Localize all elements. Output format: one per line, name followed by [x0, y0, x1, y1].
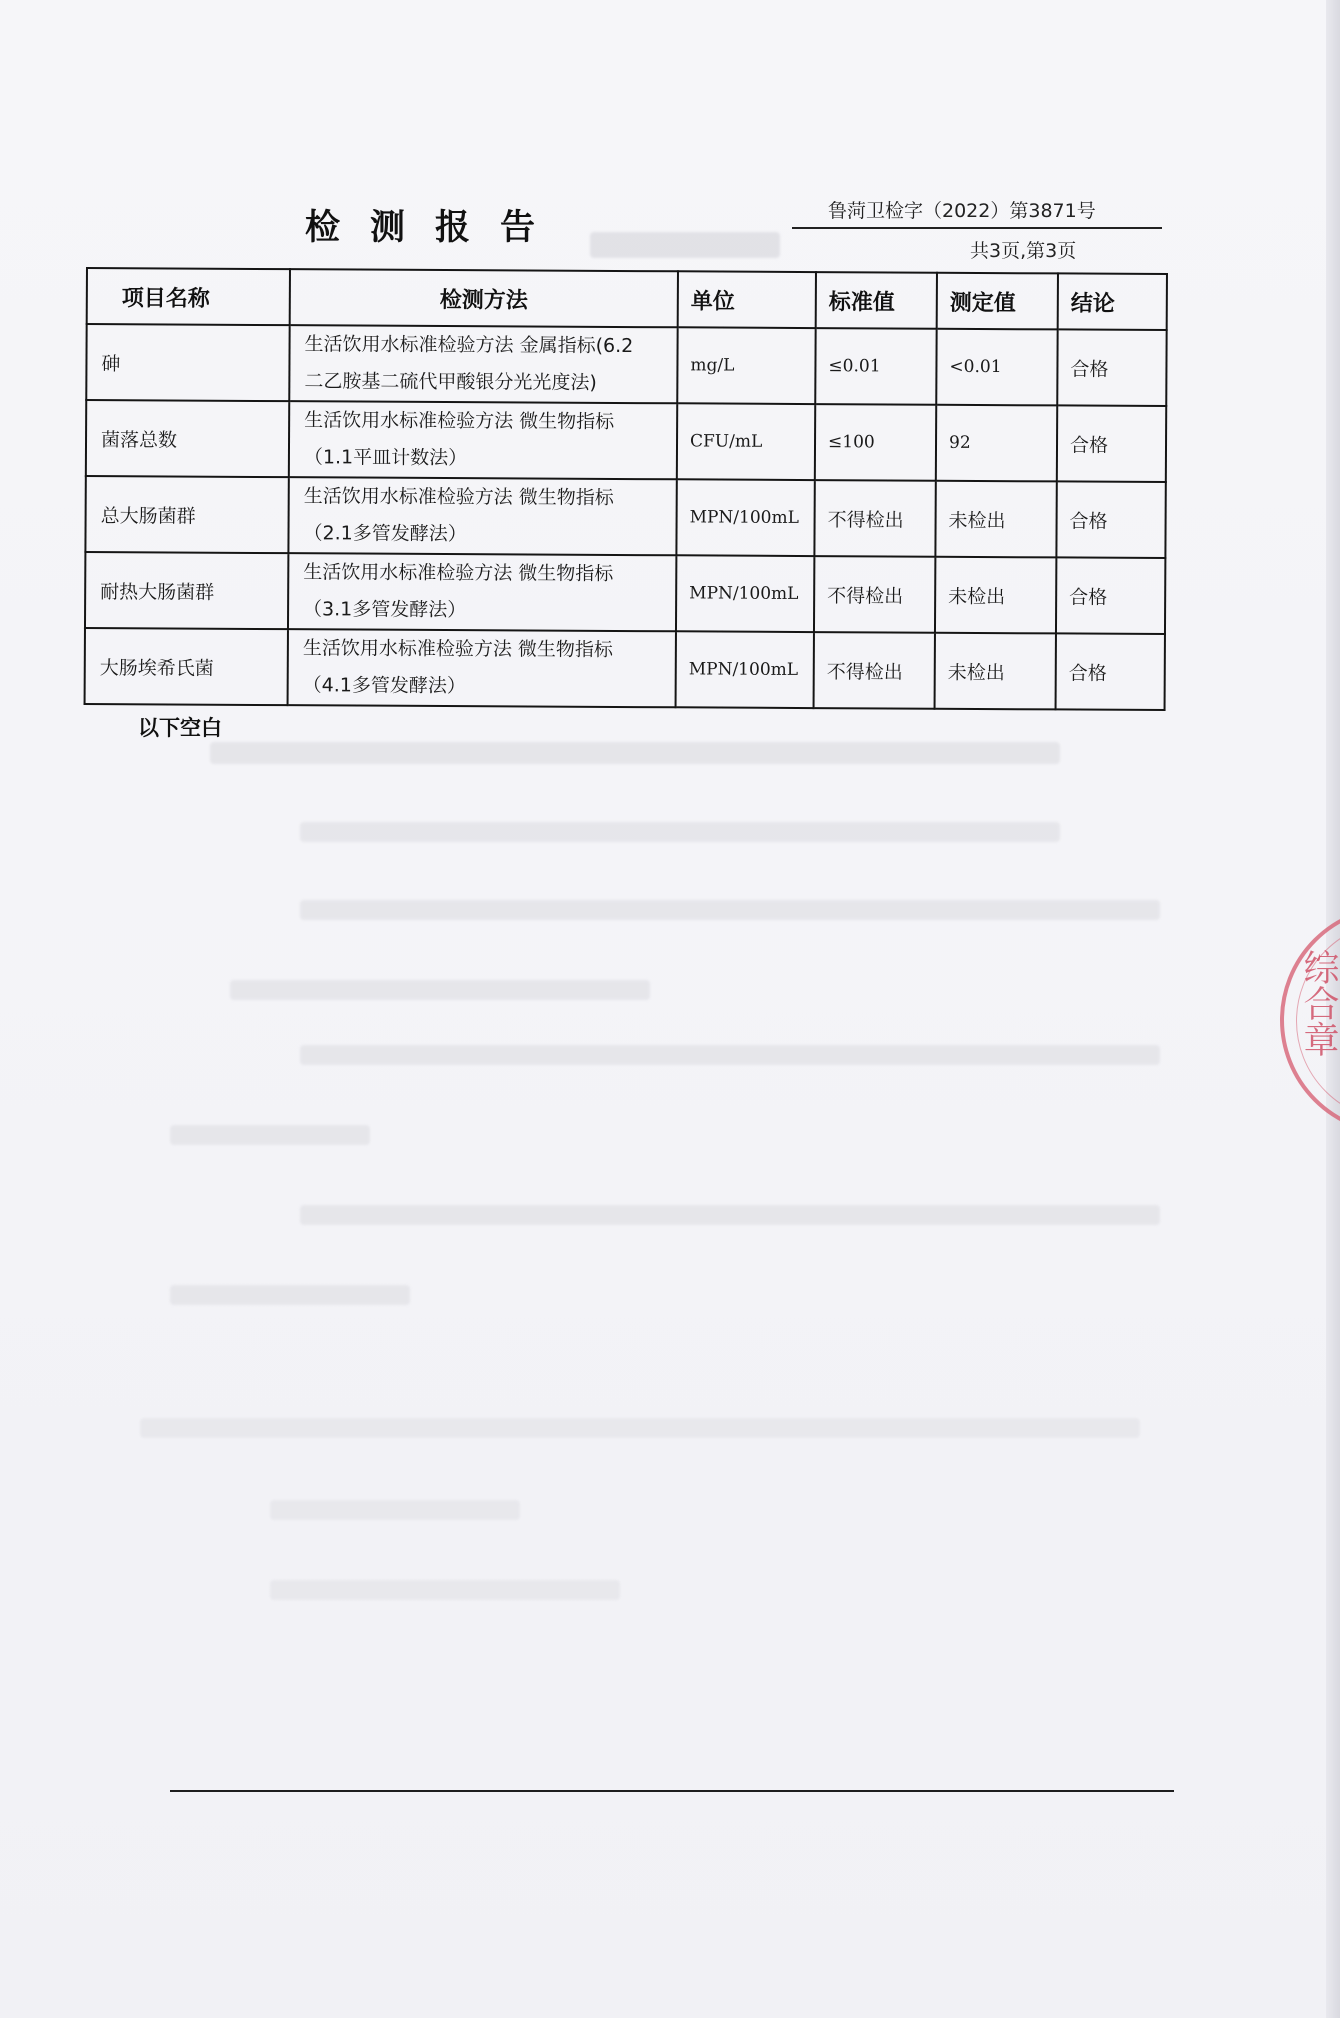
seal-text: 综合章 [1298, 949, 1339, 1057]
method-line: （1.1平皿计数法） [303, 446, 468, 470]
conclusion: 合格 [1056, 481, 1165, 558]
unit: CFU/mL [677, 403, 815, 480]
blank-below-note: 以下空白 [138, 716, 222, 740]
results-table [84, 267, 1168, 711]
table-row [85, 552, 1165, 634]
measured-value: 92 [936, 405, 1057, 482]
table-row [86, 324, 1166, 406]
test-method [289, 401, 677, 479]
measured-value: 未检出 [935, 633, 1056, 710]
method-line: 生活饮用水标准检验方法 微生物指标 [304, 409, 615, 433]
show-through-line [140, 1418, 1140, 1438]
show-through-line [170, 1125, 370, 1145]
conclusion: 合格 [1057, 329, 1166, 406]
column-header-measured: 测定值 [937, 273, 1058, 330]
show-through-line [210, 742, 1060, 764]
table-row [85, 476, 1165, 558]
show-through-line [300, 1045, 1160, 1065]
unit: MPN/100mL [676, 479, 814, 556]
standard-value: ≤0.01 [815, 328, 936, 405]
unit: mg/L [677, 327, 815, 404]
measured-value: 未检出 [935, 481, 1056, 558]
item-name: 大肠埃希氏菌 [85, 628, 288, 705]
method-line: （3.1多管发酵法） [303, 598, 467, 622]
standard-value: 不得检出 [814, 632, 935, 709]
show-through-line [300, 900, 1160, 920]
method-line: （4.1多管发酵法） [302, 674, 466, 698]
method-line: 二乙胺基二硫代甲酸银分光光度法) [304, 370, 597, 394]
column-header-item: 项目名称 [87, 268, 290, 325]
column-header-conclusion: 结论 [1058, 273, 1167, 330]
table-row [85, 628, 1165, 710]
show-through-line [590, 232, 780, 258]
unit: MPN/100mL [676, 555, 814, 632]
show-through-line [270, 1580, 620, 1600]
standard-value: ≤100 [815, 404, 936, 481]
measured-value: <0.01 [936, 329, 1057, 406]
method-line: 生活饮用水标准检验方法 微生物指标 [302, 637, 613, 661]
page-count: 共3页,第3页 [970, 240, 1077, 262]
item-name: 砷 [86, 324, 289, 401]
table-row [86, 400, 1166, 482]
method-line: 生活饮用水标准检验方法 微生物指标 [303, 485, 614, 509]
method-line: 生活饮用水标准检验方法 金属指标(6.2 [304, 333, 634, 358]
standard-value: 不得检出 [814, 480, 935, 557]
test-method [288, 553, 676, 631]
method-line: 生活饮用水标准检验方法 微生物指标 [303, 561, 614, 585]
report-title: 检测报告 [305, 208, 566, 248]
footer-divider [170, 1790, 1174, 1792]
unit: MPN/100mL [676, 631, 814, 708]
column-header-method: 检测方法 [290, 269, 678, 327]
measured-value: 未检出 [935, 557, 1056, 634]
item-name: 总大肠菌群 [85, 476, 288, 553]
item-name: 菌落总数 [86, 400, 289, 477]
conclusion: 合格 [1056, 557, 1165, 634]
item-name: 耐热大肠菌群 [85, 552, 288, 629]
conclusion: 合格 [1056, 633, 1165, 710]
report-number: 鲁菏卫检字（2022）第3871号 [828, 200, 1096, 222]
show-through-line [300, 822, 1060, 842]
test-method [289, 325, 677, 403]
header-divider [792, 227, 1162, 229]
standard-value: 不得检出 [814, 556, 935, 633]
show-through-line [230, 980, 650, 1000]
test-method [288, 477, 676, 555]
column-header-unit: 单位 [678, 271, 816, 328]
show-through-line [270, 1500, 520, 1520]
method-line: （2.1多管发酵法） [303, 522, 467, 546]
column-header-standard: 标准值 [816, 272, 937, 329]
test-method [288, 629, 676, 707]
show-through-line [300, 1205, 1160, 1225]
conclusion: 合格 [1057, 405, 1166, 482]
official-seal-stamp [1280, 905, 1340, 1135]
table-header-row [87, 268, 1167, 330]
show-through-line [170, 1285, 410, 1305]
